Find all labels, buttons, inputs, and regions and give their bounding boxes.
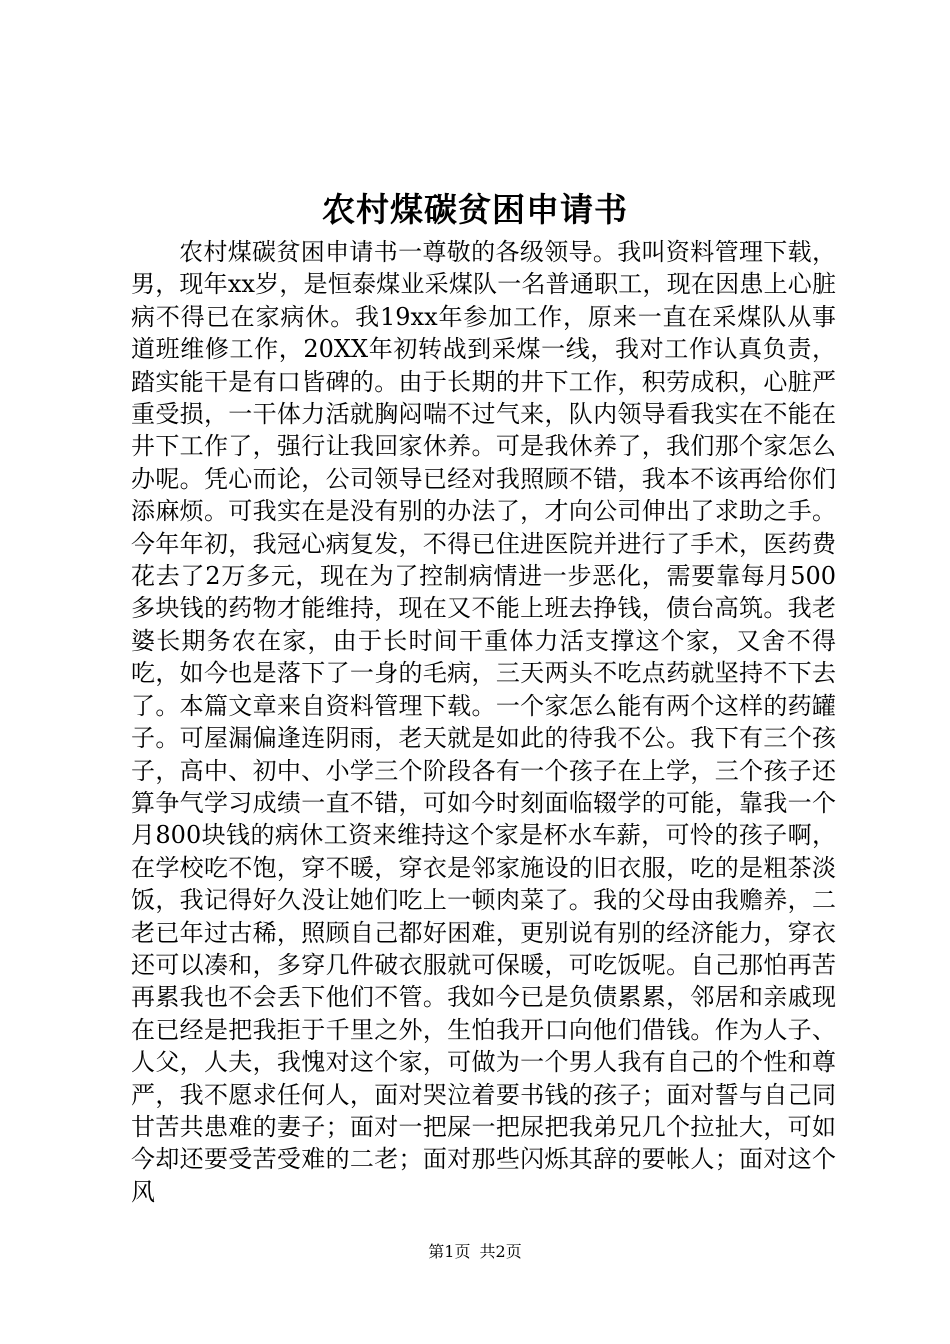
document-title: 农村煤碳贫困申请书 <box>322 190 628 229</box>
page-number: 第1页 <box>428 1242 471 1261</box>
page-total: 共2页 <box>479 1242 522 1261</box>
document-body: 农村煤碳贫困申请书一尊敬的各级领导。我叫资料管理下载，男，现年xx岁，是恒泰煤业采煤队一名普通职工，现在因患上心脏病不得已在家病休。我19xx年参加工作，原来一直在采煤队从事道班维修工作，20XX年初转战到采煤一线，我对工作认真负责，踏实能干是有口皆碑的。由于长期的井下工作，积劳成积，心脏严重受损，一干体力活就胸闷喘不过气来，队内领导看我实在不能在井下工作了，强行让我回家休养。可是我休养了，我们那个家怎么办呢。凭心而论，公司领导已经对我照顾不错，我本不该再给你们添麻烦。可我实在是没有别的办法了，才向公司伸出了求助之手。今年年初，我冠心病复发，不得已住进医院并进行了手术，医药费花去了2万多元，现在为了控制病情进一步恶化，需要靠每月500多块钱的药物才能维持，现在又不能上班去挣钱，债台高筑。我老婆长期务农在家，由于长时间干重体力活支撑这个家，又舍不得吃，如今也是落下了一身的毛病，三天两头不吃点药就坚持不下去了。本篇文章来自资料管理下载。一个家怎么能有两个这样的药罐子。可屋漏偏逢连阴雨，老天就是如此的待我不公。我下有三个孩子，高中、初中、小学三个阶段各有一个孩子在上学，三个孩子还算争气学习成绩一直不错，可如今时刻面临辍学的可能，靠我一个月800块钱的病休工资来维持这个家是杯水车薪，可怜的孩子啊，在学校吃不饱，穿不暖，穿衣是邻家施设的旧衣服，吃的是粗茶淡饭，我记得好久没让她们吃上一顿肉菜了。我的父母由我赡养，二老已年过古稀，照顾自己都好困难，更别说有别的经济能力，穿衣还可以凑和，多穿几件破衣服就可保暖，可吃饭呢。自己那怕再苦再累我也不会丢下他们不管。我如今已是负债累累，邻居和亲戚现在已经是把我拒于千里之外，生怕我开口向他们借钱。作为人子、人父，人夫，我愧对这个家，可做为一个男人我有自己的个性和尊严，我不愿求任何人，面对哭泣着要书钱的孩子；面对誓与自己同甘苦共患难的妻子；面对一把屎一把尿把我弟兄几个拉扯大，可如今却还要受苦受难的二老；面对那些闪烁其辞的要帐人；面对这个风 <box>131 238 836 1206</box>
page-footer <box>0 1241 950 1263</box>
